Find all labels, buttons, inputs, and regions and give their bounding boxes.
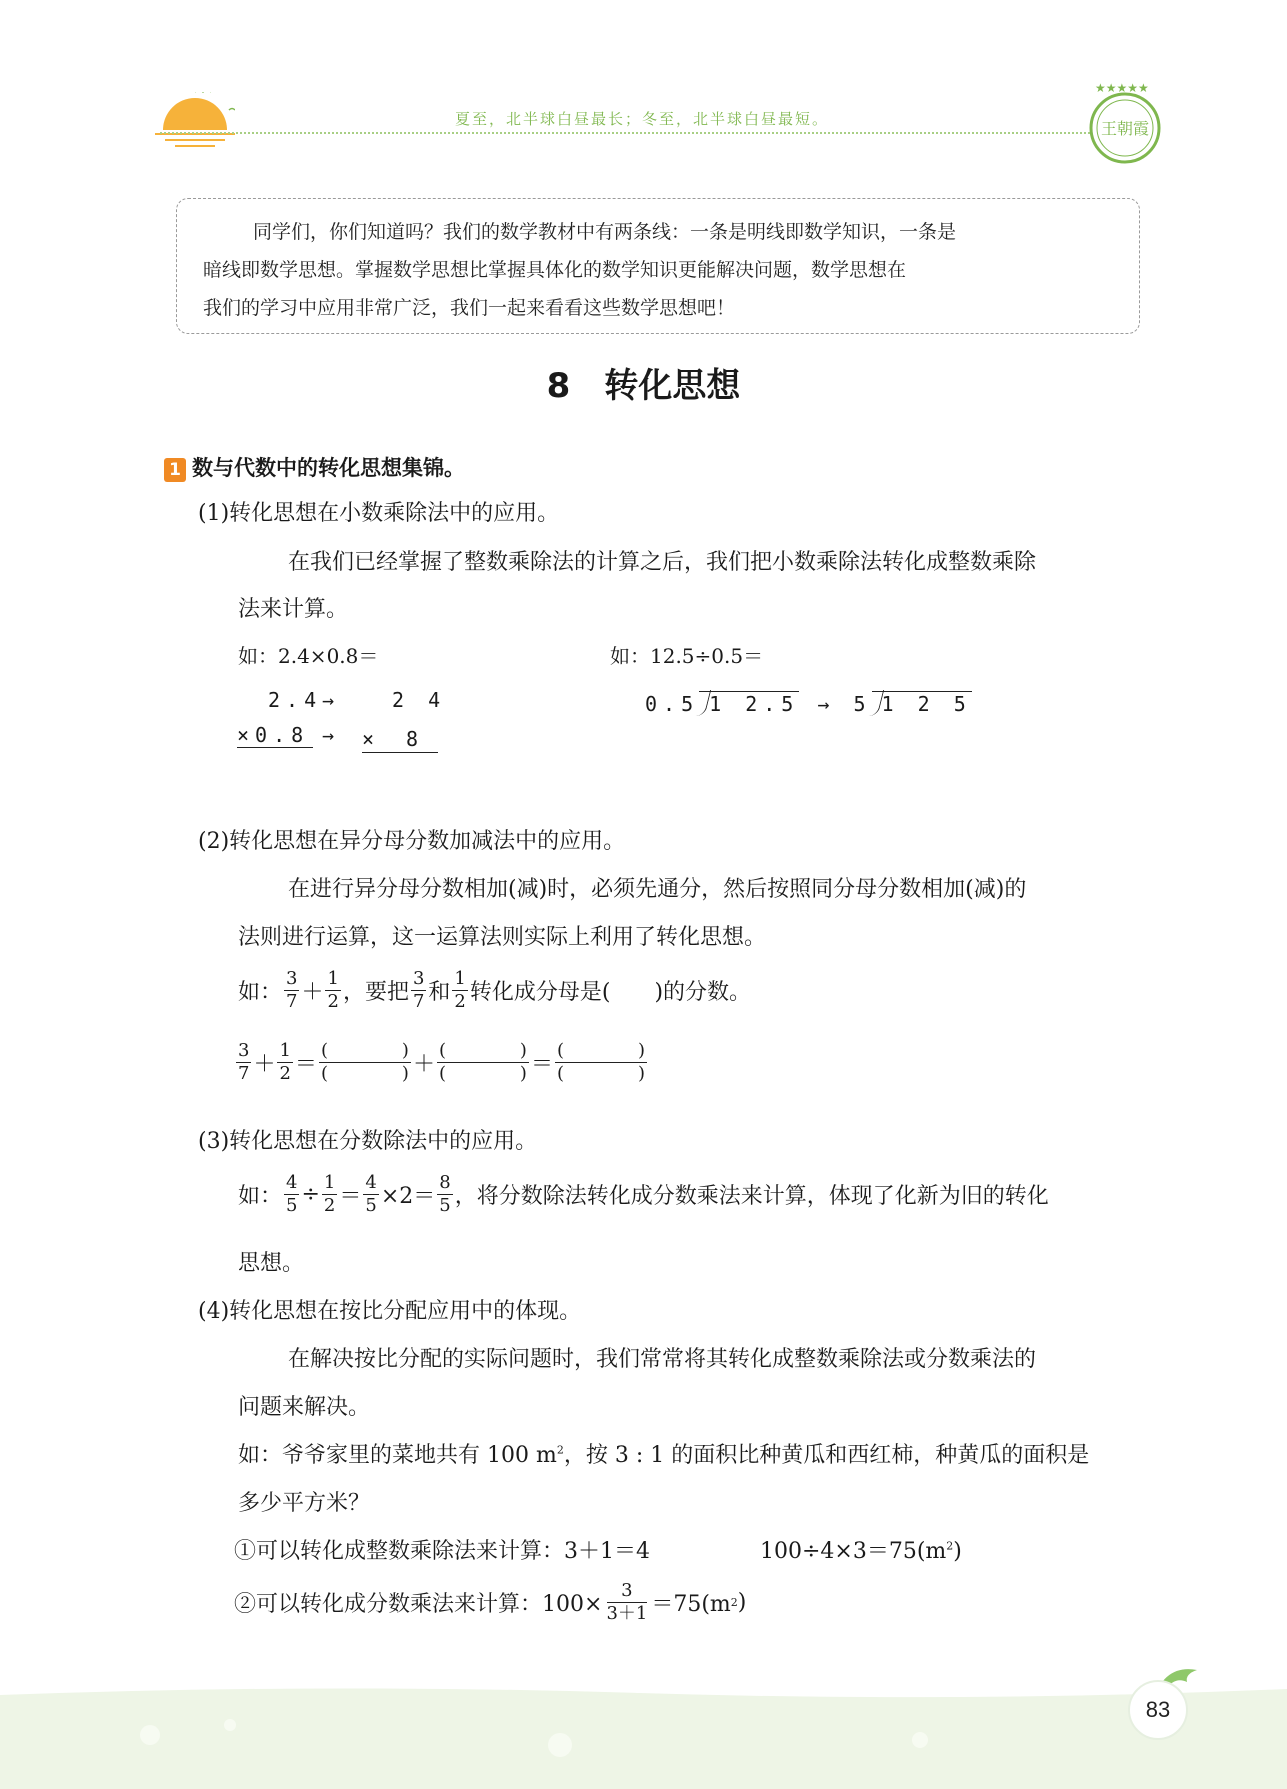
denominator: 2 — [279, 1063, 291, 1084]
denominator: 5 — [286, 1195, 298, 1216]
plus-sign: ＋ — [301, 980, 324, 1005]
fill-in-equation — [234, 1040, 649, 1085]
example-line — [238, 1172, 1049, 1217]
paragraph-line: 问题来解决。 — [238, 1395, 371, 1420]
math-text: ) — [737, 1590, 747, 1615]
bracket: ( — [320, 1063, 328, 1084]
vertical-calc: 2.4 — [268, 688, 323, 712]
brand-badge-icon — [1085, 78, 1165, 168]
intro-box — [176, 198, 1140, 334]
paragraph-line: 多少平方米？ — [238, 1491, 371, 1516]
subsection-heading: (4)转化思想在按比分配应用中的体现。 — [198, 1299, 582, 1324]
denominator: 7 — [412, 991, 425, 1012]
paragraph-line: 法则进行运算，这一运算法则实际上利用了转化思想。 — [238, 925, 767, 950]
example-label: 如：12.5÷0.5＝ — [610, 644, 764, 668]
numerator: 1 — [454, 968, 466, 989]
denominator: 7 — [286, 991, 298, 1012]
denominator: 2 — [323, 1195, 336, 1216]
intro-line: 我们的学习中应用非常广泛，我们一起来看看这些数学思想吧！ — [203, 297, 736, 319]
dividend: 1 2.5 — [699, 691, 799, 716]
numerator: 1 — [323, 1172, 336, 1193]
intro-line: 同学们，你们知道吗？我们的数学教材中有两条线：一条是明线即数学知识，一条是 — [253, 221, 957, 243]
bracket: ( — [556, 1063, 564, 1084]
fraction — [411, 968, 426, 1013]
blank-fraction[interactable] — [319, 1040, 411, 1085]
divide-sign: ÷ — [301, 1182, 320, 1207]
example-text: 和 — [428, 980, 451, 1005]
math-text: ②可以转化成分数乘法来计算：100× — [234, 1592, 603, 1617]
subsection-heading: (2)转化思想在异分母分数加减法中的应用。 — [198, 829, 626, 854]
header-divider — [160, 132, 1090, 134]
dividend: 1 2 5 — [872, 691, 972, 716]
denominator: 5 — [439, 1195, 451, 1216]
method-line: ①可以转化成整数乘除法来计算：3＋1＝4 — [234, 1539, 650, 1564]
denominator: 2 — [454, 991, 466, 1012]
paragraph-line: 在我们已经掌握了整数乘除法的计算之后，我们把小数乘除法转化成整数乘除 — [288, 550, 1037, 575]
section-number: 1 — [164, 458, 186, 482]
arrow: → — [322, 723, 341, 747]
bracket: ( — [438, 1063, 446, 1084]
bracket: ) — [519, 1063, 527, 1084]
numerator: 1 — [279, 1040, 291, 1061]
fraction — [604, 1580, 649, 1625]
math-text: 100÷4×3＝75(m — [760, 1539, 947, 1564]
bracket: ) — [401, 1063, 409, 1084]
subsection-heading: (3)转化思想在分数除法中的应用。 — [198, 1129, 538, 1154]
brand-name: 王朝霞 — [1100, 119, 1150, 138]
method-calc — [760, 1534, 962, 1565]
fraction — [284, 968, 299, 1013]
fraction — [236, 1040, 251, 1085]
bracket: ( — [556, 1040, 564, 1061]
example-prefix: 如： — [238, 980, 283, 1005]
blank-question: 转化成分母是( )的分数。 — [469, 980, 752, 1005]
superscript: 2 — [556, 1443, 564, 1457]
numerator: 8 — [439, 1172, 451, 1193]
math-text: ) — [953, 1539, 962, 1564]
paragraph-line: 在解决按比分配的实际问题时，我们常常将其转化成整数乘除法或分数乘法的 — [288, 1347, 1037, 1372]
vertical-calc-multiplier: × 8 — [362, 723, 438, 753]
plus-sign: ＋ — [412, 1052, 435, 1077]
page-number: 83 — [1128, 1680, 1188, 1740]
arrow: → — [817, 692, 836, 716]
paragraph-line: 思想。 — [238, 1251, 305, 1276]
vertical-calc: 2 4 — [392, 688, 447, 712]
example-text: 如：爷爷家里的菜地共有 100 m — [238, 1443, 557, 1468]
fraction — [437, 1172, 452, 1217]
footer-wave — [0, 1685, 1287, 1789]
bracket: ) — [401, 1040, 409, 1061]
numerator: 3 — [238, 1040, 250, 1061]
method-line — [234, 1580, 746, 1625]
equals-sign: ＝ — [530, 1052, 553, 1077]
denominator: 3＋1 — [606, 1603, 648, 1624]
section-heading — [164, 452, 465, 482]
page-title: 8 转化思想 — [546, 366, 741, 406]
paragraph-line: 在进行异分母分数相加(减)时，必须先通分，然后按照同分母分数相加(减)的 — [288, 877, 1027, 902]
paragraph-line: 法来计算。 — [238, 597, 349, 622]
fraction — [452, 968, 467, 1013]
plus-sign: ＋ — [253, 1052, 276, 1077]
math-text: ×2＝ — [380, 1184, 436, 1209]
numerator: 1 — [327, 968, 339, 989]
example-prefix: 如： — [238, 1184, 283, 1209]
long-division — [645, 691, 972, 716]
divisor: 0.5 — [645, 692, 700, 716]
bracket: ) — [637, 1040, 645, 1061]
example-text: ，要把 — [342, 980, 409, 1005]
vertical-calc-multiplier: ×0.8 — [237, 723, 313, 748]
fraction — [325, 968, 340, 1013]
section-title: 数与代数中的转化思想集锦。 — [192, 456, 465, 480]
numerator: 3 — [286, 968, 298, 989]
bracket: ( — [438, 1040, 446, 1061]
math-text: ＝75(m — [651, 1592, 731, 1617]
denominator: 7 — [238, 1063, 250, 1084]
equals-sign: ＝ — [294, 1052, 317, 1077]
bracket: ) — [519, 1040, 527, 1061]
fraction — [277, 1040, 292, 1085]
arrow: → — [322, 688, 341, 712]
numerator: 3 — [412, 968, 425, 989]
example-label: 如：2.4×0.8＝ — [238, 644, 379, 668]
equals-sign: ＝ — [339, 1184, 362, 1209]
bracket: ) — [637, 1063, 645, 1084]
example-line — [238, 968, 751, 1013]
example-text: ，将分数除法转化成分数乘法来计算，体现了化新为旧的转化 — [454, 1184, 1049, 1209]
numerator: 4 — [286, 1172, 298, 1193]
denominator: 2 — [327, 991, 339, 1012]
example-line — [238, 1438, 1089, 1469]
fraction — [284, 1172, 299, 1217]
fraction — [322, 1172, 337, 1217]
blank-fraction[interactable] — [555, 1040, 647, 1085]
svg-text:★★★★★: ★★★★★ — [1095, 81, 1149, 95]
blank-fraction[interactable] — [437, 1040, 529, 1085]
denominator: 5 — [365, 1195, 377, 1216]
superscript: 2 — [730, 1596, 738, 1609]
header-tip: 夏至，北半球白昼最长；冬至，北半球白昼最短。 — [455, 110, 830, 128]
superscript: 2 — [946, 1539, 954, 1553]
example-text: ，按 3 : 1 的面积比种黄瓜和西红柿，种黄瓜的面积是 — [563, 1443, 1090, 1468]
fraction — [363, 1172, 378, 1217]
vertical-calc — [237, 723, 313, 748]
divisor: 5 — [853, 692, 872, 716]
subsection-heading: (1)转化思想在小数乘除法中的应用。 — [198, 501, 560, 526]
intro-line: 暗线即数学思想。掌握数学思想比掌握具体化的数学知识更能解决问题，数学思想在 — [203, 259, 907, 281]
vertical-calc — [362, 723, 438, 753]
bracket: ( — [320, 1040, 328, 1061]
numerator: 4 — [365, 1172, 377, 1193]
numerator: 3 — [607, 1580, 646, 1603]
